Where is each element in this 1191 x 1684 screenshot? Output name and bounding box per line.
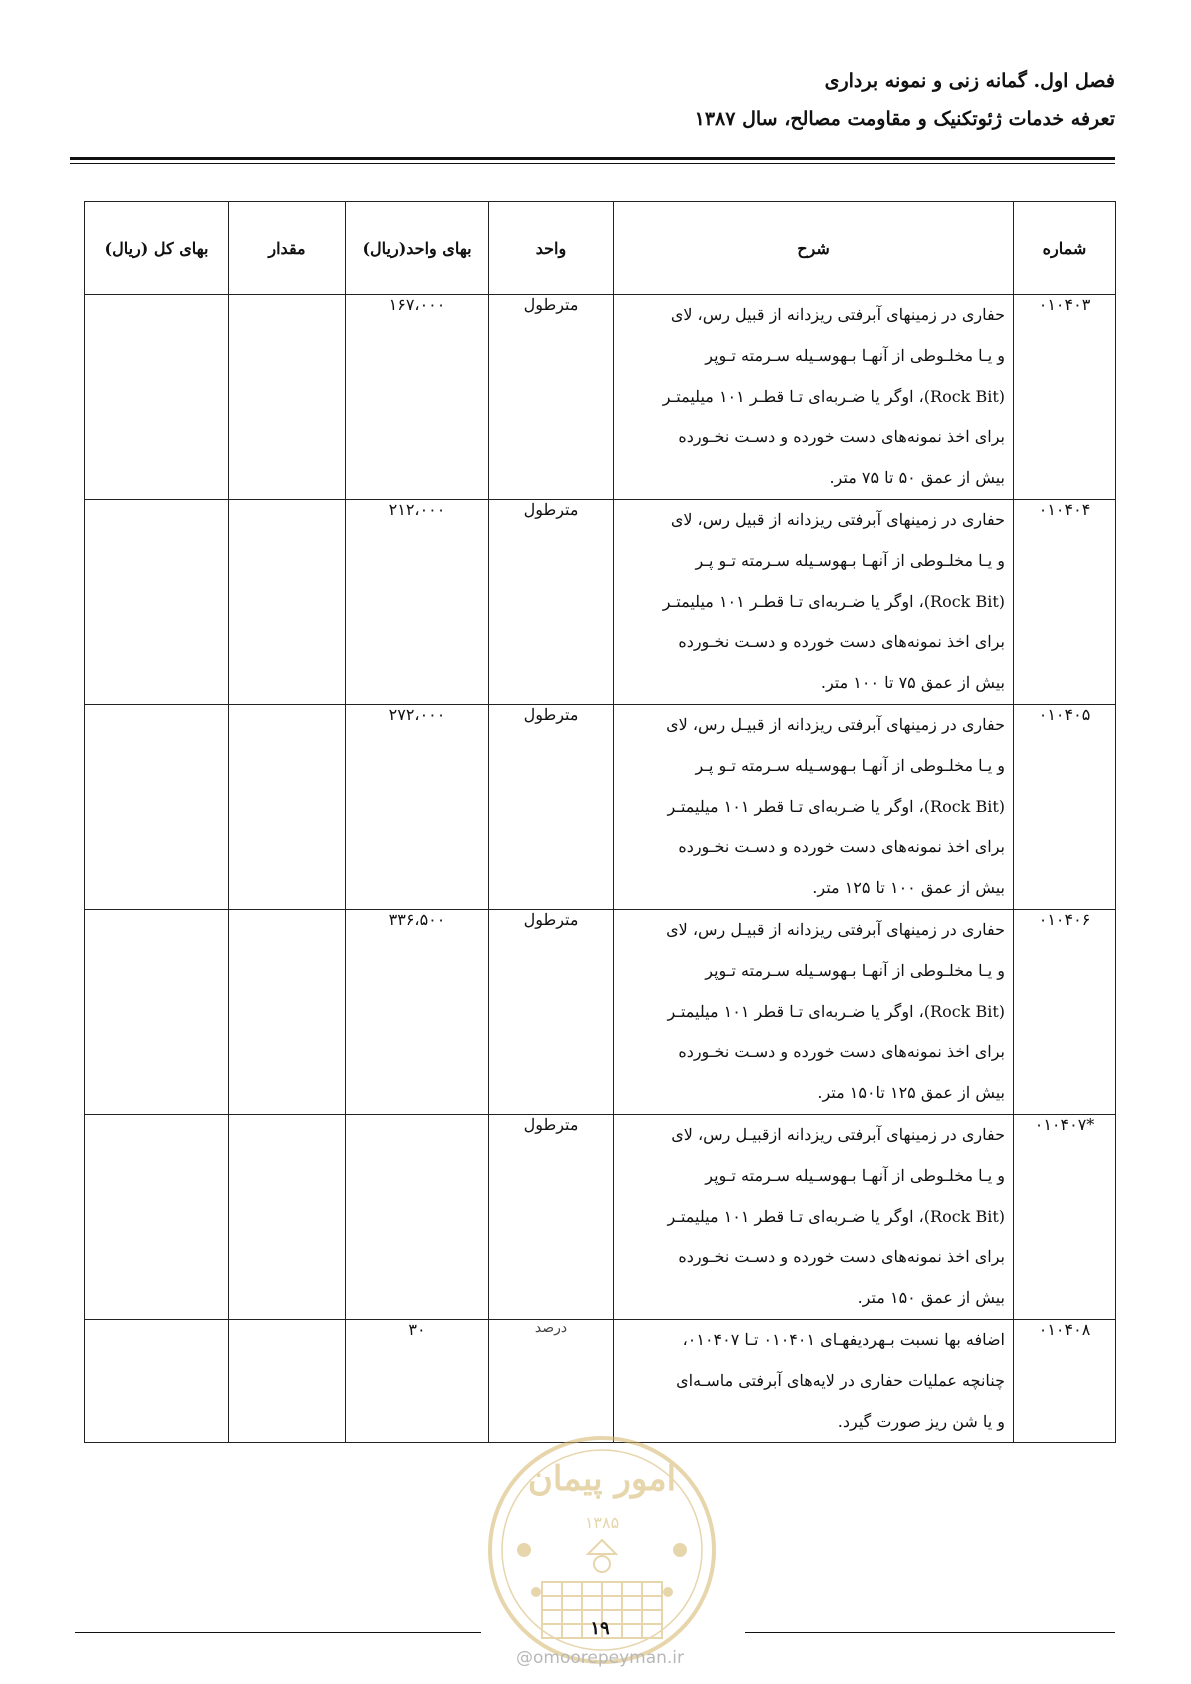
column-header-quantity: مقدار: [229, 202, 346, 295]
description-line: برای اخذ نمونه‌های دست خورده و دسـت نخـورده: [678, 1042, 1005, 1062]
row-unit-price: [346, 1114, 489, 1319]
watermark-url: @omoorepeyman.ir: [515, 1648, 685, 1668]
description-line: (Rock Bit)، اوگر یا ضـربه‌ای تـا قطـر ۱۰۱ میلیمتـر: [662, 386, 1005, 406]
column-header-unit-price: بهای واحد(ریال): [346, 202, 489, 295]
description-line: حفاری در زمینهای آبرفتی ریزدانه از قبیـل رس، لای: [666, 919, 1005, 939]
row-description: [614, 1114, 1014, 1319]
row-unit: مترطول: [489, 295, 614, 500]
row-description: [614, 499, 1014, 704]
description-line: و یـا مخلـوطی از آنهـا بـهوسـیله سـرمته تـو پـر: [695, 550, 1005, 570]
row-unit: مترطول: [489, 704, 614, 909]
row-total-price: [85, 1319, 229, 1442]
description-line: و یا شن ریز صورت گیرد.: [837, 1411, 1005, 1431]
description-line: حفاری در زمینهای آبرفتی ریزدانه ازقبیـل رس، لای: [671, 1124, 1005, 1144]
row-quantity: [229, 1114, 346, 1319]
footer-rule-right: [745, 1632, 1115, 1633]
description-line: و یـا مخلـوطی از آنهـا بـهوسـیله سـرمته تـو پـر: [695, 755, 1005, 775]
stamp-year: ۱۳۸۵: [584, 1513, 620, 1532]
row-quantity: [229, 704, 346, 909]
header-rule-thick: [70, 157, 1115, 160]
description-line: بیش از عمق ۱۰۰ تا ۱۲۵ متر.: [812, 878, 1005, 898]
row-code: ۰۱۰۴۰۶: [1014, 909, 1116, 1114]
table-row: [85, 909, 1116, 1114]
row-unit-price: ۲۷۲،۰۰۰: [346, 704, 489, 909]
row-description: [614, 909, 1014, 1114]
description-line: بیش از عمق ۷۵ تا ۱۰۰ متر.: [820, 673, 1005, 693]
description-line: برای اخذ نمونه‌های دست خورده و دسـت نخـورده: [678, 427, 1005, 447]
description-line: و یـا مخلـوطی از آنهـا بـهوسـیله سـرمته تـوپر: [705, 1165, 1005, 1185]
row-total-price: [85, 295, 229, 500]
row-quantity: [229, 295, 346, 500]
row-unit-price: ۱۶۷،۰۰۰: [346, 295, 489, 500]
page-number: ۱۹: [590, 1618, 610, 1639]
column-header-description: شرح: [614, 202, 1014, 295]
row-quantity: [229, 1319, 346, 1442]
document-title: تعرفه خدمات ژئوتکنیک و مقاومت مصالح، سال ۱۳۸۷: [694, 108, 1115, 130]
description-line: و یـا مخلـوطی از آنهـا بـهوسـیله سـرمته تـوپر: [705, 345, 1005, 365]
header-rule-thin: [70, 163, 1115, 164]
description-line: بیش از عمق ۱۲۵ تا۱۵۰ متر.: [817, 1083, 1005, 1103]
page-header: [65, 62, 1115, 138]
row-description: [614, 1319, 1014, 1442]
description-line: بیش از عمق ۵۰ تا ۷۵ متر.: [829, 468, 1005, 488]
description-line: حفاری در زمینهای آبرفتی ریزدانه از قبیـل رس، لای: [666, 714, 1005, 734]
row-code: ۰۱۰۴۰۴: [1014, 499, 1116, 704]
table-row: [85, 1319, 1116, 1442]
row-total-price: [85, 1114, 229, 1319]
row-total-price: [85, 499, 229, 704]
description-line: (Rock Bit)، اوگر یا ضـربه‌ای تـا قطر ۱۰۱ میلیمتـر: [667, 1001, 1005, 1021]
description-line: حفاری در زمینهای آبرفتی ریزدانه از قبیل رس، لای: [670, 509, 1005, 529]
row-code: ۰۱۰۴۰۸: [1014, 1319, 1116, 1442]
stamp-text: امور پیمان: [527, 1459, 677, 1499]
description-line: حفاری در زمینهای آبرفتی ریزدانه از قبیل رس، لای: [670, 305, 1005, 324]
row-code: ۰۱۰۴۰۵: [1014, 704, 1116, 909]
column-header-total-price: بهای کل (ریال): [85, 202, 229, 295]
description-line: اضافه بها نسبت بـهردیفهـای ۰۱۰۴۰۱ تـا ۰۱۰۴۰۷،: [682, 1329, 1005, 1349]
row-total-price: [85, 909, 229, 1114]
row-code: *۰۱۰۴۰۷: [1014, 1114, 1116, 1319]
row-unit-price: ۲۱۲،۰۰۰: [346, 499, 489, 704]
description-line: (Rock Bit)، اوگر یا ضـربه‌ای تـا قطـر ۱۰۱ میلیمتـر: [662, 591, 1005, 611]
footer-rule-left: [75, 1632, 481, 1633]
row-unit-price: ۳۰: [346, 1319, 489, 1442]
table-row: [85, 295, 1116, 500]
column-header-unit: واحد: [489, 202, 614, 295]
row-quantity: [229, 909, 346, 1114]
row-unit: درصد: [489, 1319, 614, 1442]
description-line: برای اخذ نمونه‌های دست خورده و دسـت نخـورده: [678, 1247, 1005, 1267]
description-line: برای اخذ نمونه‌های دست خورده و دسـت نخـورده: [678, 837, 1005, 857]
description-line: (Rock Bit)، اوگر یا ضـربه‌ای تـا قطر ۱۰۱ میلیمتـر: [667, 796, 1005, 816]
tariff-table: [84, 201, 1116, 1443]
column-header-code: شماره: [1014, 202, 1116, 295]
row-description: [614, 295, 1014, 500]
table-header-row: [85, 202, 1116, 295]
table-row: [85, 499, 1116, 704]
row-unit: مترطول: [489, 909, 614, 1114]
row-code: ۰۱۰۴۰۳: [1014, 295, 1116, 500]
description-line: (Rock Bit)، اوگر یا ضـربه‌ای تـا قطر ۱۰۱ میلیمتـر: [667, 1206, 1005, 1226]
chapter-title: فصل اول. گمانه زنی و نمونه برداری: [824, 70, 1115, 92]
row-unit: مترطول: [489, 499, 614, 704]
table-row: [85, 704, 1116, 909]
description-line: برای اخذ نمونه‌های دست خورده و دسـت نخـورده: [678, 632, 1005, 652]
row-unit-price: ۳۳۶،۵۰۰: [346, 909, 489, 1114]
row-total-price: [85, 704, 229, 909]
row-description: [614, 704, 1014, 909]
description-line: و یـا مخلـوطی از آنهـا بـهوسـیله سـرمته تـوپر: [705, 960, 1005, 980]
table-row: [85, 1114, 1116, 1319]
row-quantity: [229, 499, 346, 704]
description-line: بیش از عمق ۱۵۰ متر.: [857, 1288, 1005, 1308]
description-line: چنانچه عملیات حفاری در لایه‌های آبرفتی ماسـه‌ای: [676, 1370, 1005, 1390]
row-unit: مترطول: [489, 1114, 614, 1319]
